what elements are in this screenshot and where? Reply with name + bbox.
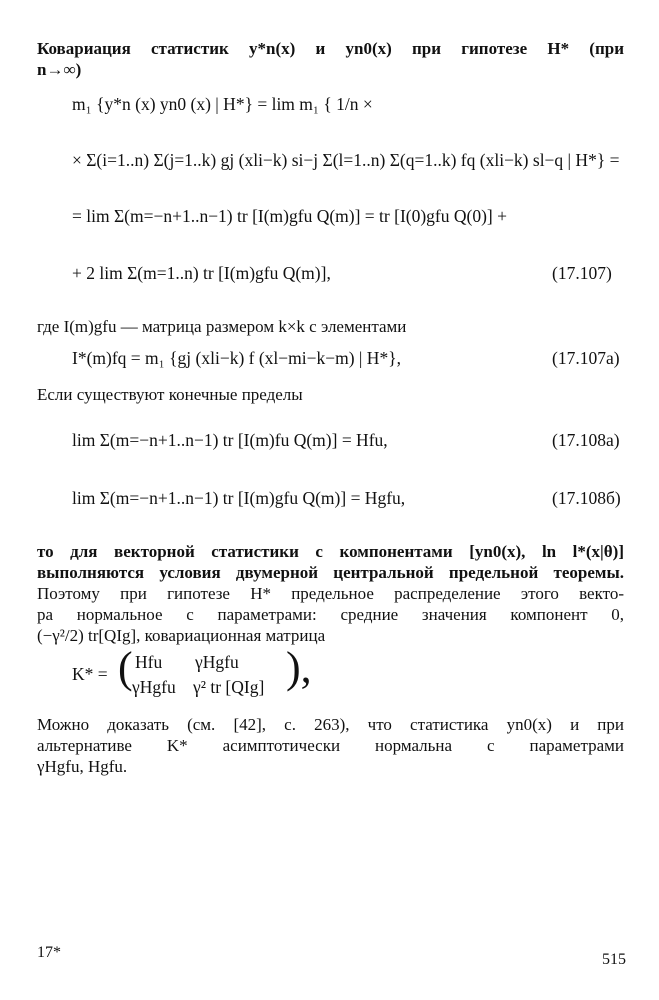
equation-17-108b: lim Σ(m=−n+1..n−1) tr [I(m)gfu Q(m)] = Hgfu, — [72, 488, 406, 508]
covariance-matrix-lhs: K* = — [72, 664, 108, 684]
paragraph-line: Поэтому при гипотезе H* предельное распределение этого векто- — [37, 584, 624, 603]
matrix-cell-12: γHgfu — [195, 652, 239, 672]
paragraph-line: Можно доказать (см. [42], с. 263), что статистика yn0(x) и при — [37, 715, 624, 734]
paragraph-line: выполняются условия двумерной центральной предельной теоремы. — [37, 563, 624, 582]
page-number: 515 — [602, 951, 626, 968]
intro-line-1: Ковариация статистик y*n(x) и yn0(x) при гипотезе H* (при — [37, 39, 624, 58]
paragraph-line: альтернативе K* асимптотически нормальна с параметрами — [37, 736, 624, 755]
matrix-cell-22: γ² tr [QIg] — [193, 677, 265, 697]
paragraph-line: γHgfu, Hgfu. — [37, 757, 128, 776]
equation-number-17-107a: (17.107a) — [552, 348, 620, 368]
intro-paragraph — [37, 38, 624, 80]
paragraph-alternative — [37, 714, 624, 777]
paragraph-vector-statistic — [37, 541, 624, 646]
equation-17-107-line-4: + 2 lim Σ(m=1..n) tr [I(m)gfu Q(m)], — [72, 263, 331, 283]
equation-number-17-107: (17.107) — [552, 263, 612, 283]
equation-17-107-line-3: = lim Σ(m=−n+1..n−1) tr [I(m)gfu Q(m)] = tr [I(0)gfu Q(0)] + — [72, 206, 507, 226]
equation-17-107a: I*(m)fq = m₁ {gj (xli−k) f (xl−mi−k−m) | H*}, — [72, 348, 401, 368]
signature-mark: 17* — [37, 944, 61, 961]
limits-text: Если существуют конечные пределы — [37, 385, 303, 404]
matrix-cell-11: Hfu — [135, 652, 163, 672]
matrix-left-paren: ( — [118, 643, 133, 692]
paragraph-line: ра нормальное с параметрами: средние значения компонент 0, — [37, 605, 624, 624]
equation-17-107-line-2: × Σ(i=1..n) Σ(j=1..k) gj (xli−k) si−j Σ(l=1..n) Σ(q=1..k) fq (xli−k) sl−q | H*} = — [72, 150, 620, 170]
matrix-cell-21: γHgfu — [132, 677, 176, 697]
definition-text: где I(m)gfu — матрица размером k×k с элементами — [37, 317, 407, 336]
equation-17-108a: lim Σ(m=−n+1..n−1) tr [I(m)fu Q(m)] = Hfu, — [72, 430, 388, 450]
equation-number-17-108a: (17.108a) — [552, 430, 620, 450]
equation-number-17-108b: (17.108б) — [552, 488, 621, 508]
equation-17-107-line-1: m₁ {y*n (x) yn0 (x) | H*} = lim m₁ { 1/n × — [72, 94, 373, 114]
intro-line-2: n→∞) — [37, 60, 82, 79]
matrix-right-paren: ), — [286, 643, 312, 692]
paragraph-line: (−γ²/2) tr[QIg], ковариационная матрица — [37, 626, 326, 645]
paragraph-line: то для векторной статистики с компонентами [yn0(x), ln l*(x|θ)] — [37, 542, 624, 561]
